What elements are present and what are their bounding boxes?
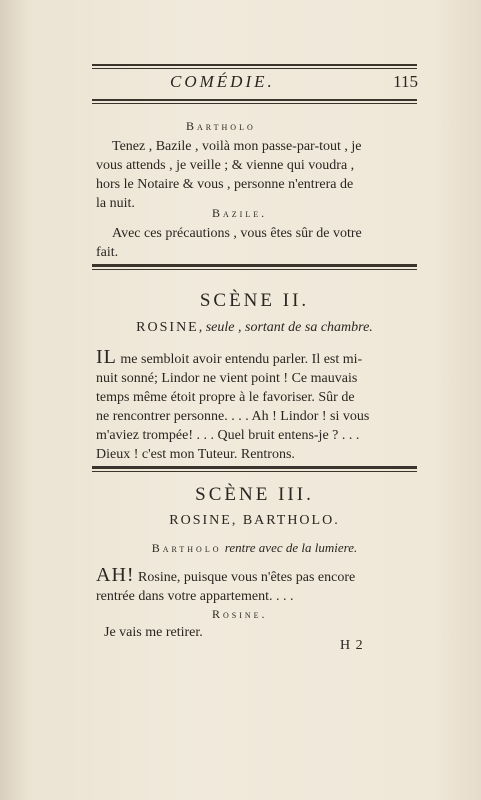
running-title: COMÉDIE. (170, 72, 275, 91)
scene-3-stage-speaker: Bartholo (151, 541, 222, 555)
scene-2-line-3: temps même étoit propre à le favoriser. Sûr de (96, 390, 355, 405)
speech-rosine: Je vais me retirer. (104, 625, 203, 640)
speech-bartholo-line-3: hors le Notaire & vous , personne n'entrera de (96, 177, 354, 192)
scene-2-line-5: m'aviez trompée! . . . Quel bruit entens-je ? . . . (96, 428, 360, 443)
scene-2-cast-direction: , seule , sortant de sa chambre. (198, 320, 373, 335)
speech-bazile-line-1: Avec ces précautions , vous êtes sûr de votre (112, 226, 362, 241)
speech-bazile-line-2: fait. (96, 245, 119, 260)
scene-2-line-2: nuit sonné; Lindor ne vient point ! Ce mauvais (96, 371, 358, 386)
speech-bartholo-line-4: la nuit. (96, 196, 135, 211)
speaker-rosine: Rosine. (212, 607, 268, 621)
page-number: 115 (393, 72, 418, 91)
speaker-bazile: Bazile. (212, 206, 268, 220)
scene-3-dropcap: AH! (96, 564, 135, 586)
scene-2-line-4: ne rencontrer personne. . . . Ah ! Lindor ! si vous (96, 409, 370, 424)
signature-mark: H 2 (340, 638, 364, 653)
scene-3-line-2: rentrée dans votre appartement. . . . (96, 589, 294, 604)
scene-2-line-1: IL me sembloit avoir entendu parler. Il est mi- (96, 346, 363, 368)
scene-3-cast: ROSINE, BARTHOLO. (169, 513, 340, 528)
speech-bartholo-line-1: Tenez , Bazile , voilà mon passe-par-tout , je (112, 139, 362, 154)
scene-divider-1 (92, 264, 417, 270)
scene-2-line-6: Dieux ! c'est mon Tuteur. Rentrons. (96, 447, 295, 462)
speech-bartholo-line-2: vous attends , je veille ; & vienne qui voudra , (96, 158, 355, 173)
scene-3-stage-text: rentre avec de la lumiere. (224, 540, 358, 555)
scene-2-heading: SCÈNE II. (199, 290, 310, 311)
header-top-rule (92, 64, 417, 69)
scene-2-cast (92, 320, 417, 336)
scene-2-dropcap: IL (96, 346, 117, 368)
speaker-bartholo: Bartholo (186, 119, 256, 133)
scene-3-heading: SCÈNE III. (195, 484, 314, 505)
scene-2-cast-name: ROSINE (136, 320, 199, 335)
running-header (92, 72, 422, 100)
scene-divider-2 (92, 466, 417, 472)
scene-3-stage-direction (92, 540, 417, 556)
header-bottom-rule (92, 99, 417, 104)
scene-3-line-1: AH! Rosine, puisque vous n'êtes pas encore (96, 564, 356, 586)
